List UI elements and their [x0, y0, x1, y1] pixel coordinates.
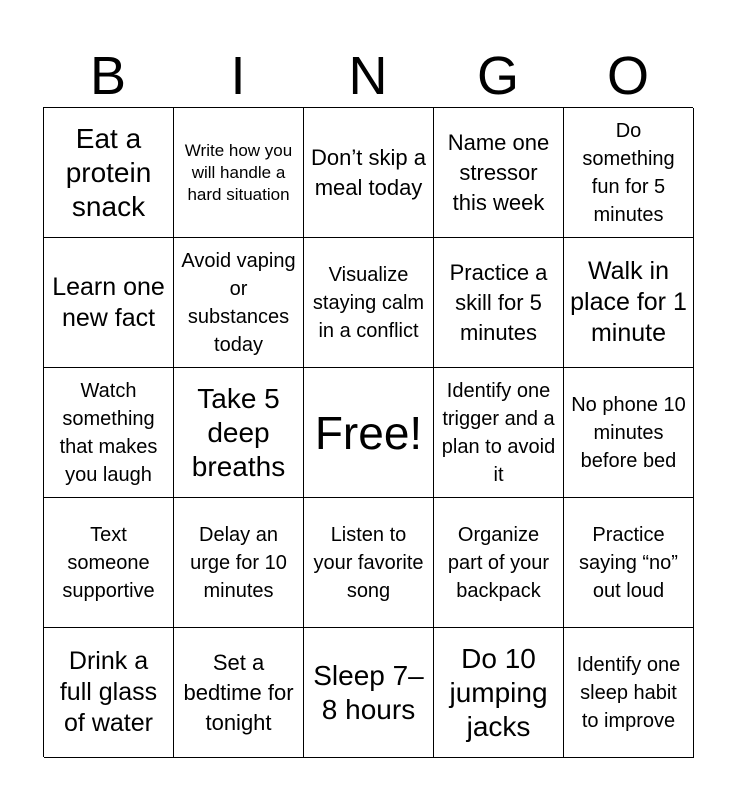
free-space-cell[interactable] [304, 368, 434, 498]
header-letter-b: B [89, 46, 127, 106]
bingo-cell[interactable] [564, 368, 694, 498]
cell-text: Take 5 deep breaths [191, 382, 286, 482]
cell-text: Do something fun for 5 minutes [582, 119, 675, 226]
bingo-cell[interactable] [304, 108, 434, 238]
bingo-cell[interactable] [304, 498, 434, 628]
header-letter-n: N [348, 46, 388, 106]
free-space-text: Free! [314, 406, 423, 459]
bingo-cell[interactable] [44, 238, 174, 368]
bingo-cell[interactable] [564, 498, 694, 628]
bingo-cell[interactable] [434, 238, 564, 368]
bingo-cell[interactable] [174, 238, 304, 368]
bingo-cell[interactable] [44, 368, 174, 498]
cell-text: Drink a full glass of water [59, 647, 158, 737]
bingo-cell[interactable] [174, 628, 304, 758]
bingo-cell[interactable] [174, 108, 304, 238]
bingo-cell[interactable] [434, 498, 564, 628]
cell-text: Learn one new fact [52, 272, 165, 332]
bingo-cell[interactable] [434, 108, 564, 238]
bingo-header [43, 44, 693, 108]
bingo-cell[interactable] [304, 628, 434, 758]
cell-text: Eat a protein snack [65, 122, 152, 222]
header-letter-i: I [230, 46, 246, 106]
bingo-cell[interactable] [564, 628, 694, 758]
cell-text: Visualize staying calm in a conflict [312, 263, 425, 342]
header-letter-o: O [606, 46, 649, 106]
bingo-cell[interactable] [434, 368, 564, 498]
cell-text: Organize part of your backpack [447, 523, 550, 602]
cell-text: Name one stressor this week [447, 129, 550, 215]
cell-text: Practice saying “no” out loud [579, 523, 678, 602]
bingo-cell[interactable] [174, 368, 304, 498]
cell-text: Watch something that makes you laugh [59, 379, 158, 486]
bingo-cell[interactable] [44, 498, 174, 628]
cell-text: Do 10 jumping jacks [449, 642, 548, 742]
bingo-cell[interactable] [304, 238, 434, 368]
cell-text: Text someone supportive [62, 523, 155, 602]
cell-text: Avoid vaping or substances today [181, 249, 296, 356]
bingo-cell[interactable] [564, 108, 694, 238]
cell-text: Write how you will handle a hard situation [184, 140, 293, 204]
cell-text: Set a bedtime for tonight [183, 649, 294, 735]
cell-text: Don’t skip a meal today [311, 144, 426, 200]
bingo-cell[interactable] [44, 628, 174, 758]
bingo-cell[interactable] [174, 498, 304, 628]
cell-text: Walk in place for 1 minute [570, 257, 687, 347]
bingo-card-grid [43, 107, 693, 757]
cell-text: Sleep 7–8 hours [313, 659, 424, 725]
cell-text: Identify one sleep habit to improve [576, 653, 681, 732]
cell-text: Delay an urge for 10 minutes [190, 523, 287, 602]
bingo-cell[interactable] [44, 108, 174, 238]
cell-text: No phone 10 minutes before bed [571, 393, 686, 472]
cell-text: Identify one trigger and a plan to avoid it [441, 379, 556, 486]
cell-text: Listen to your favorite song [313, 523, 424, 602]
bingo-cell[interactable] [434, 628, 564, 758]
header-letter-g: G [476, 46, 519, 106]
bingo-cell[interactable] [564, 238, 694, 368]
cell-text: Practice a skill for 5 minutes [449, 259, 548, 345]
